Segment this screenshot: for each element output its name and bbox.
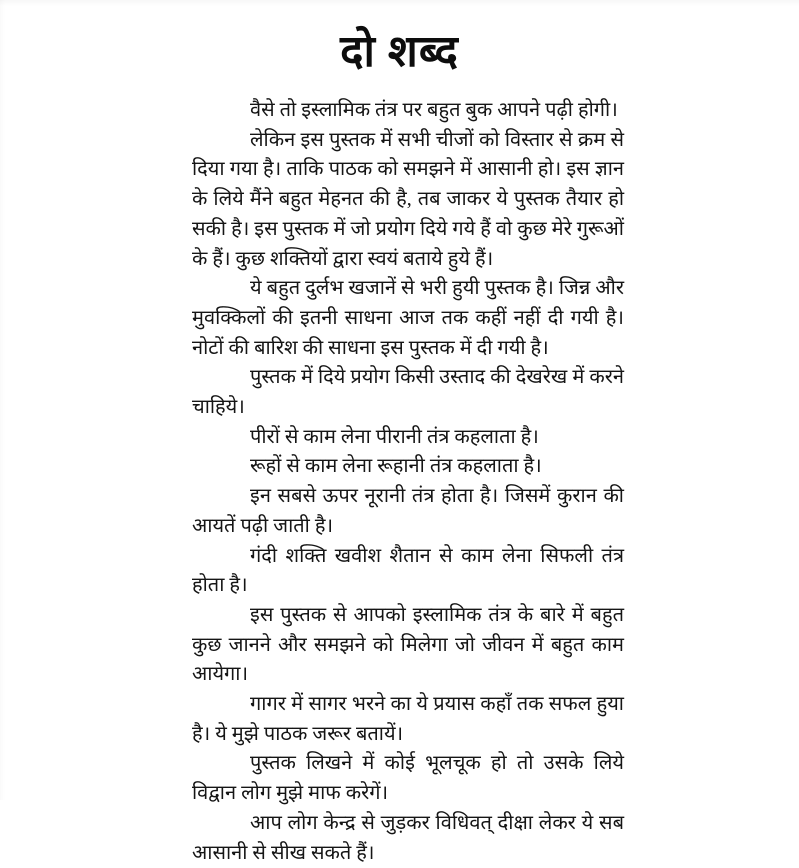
paragraph: वैसे तो इस्लामिक तंत्र पर बहुत बुक आपने पढ़ी होगी। <box>250 99 618 121</box>
paragraph: गंदी शक्ति खवीश शैतान से काम लेना सिफली तंत्र होता है। <box>192 544 624 597</box>
paragraph: इन सबसे ऊपर नूरानी तंत्र होता है। जिसमें कुरान की आयतें पढ़ी जाती है। <box>192 485 624 537</box>
paragraph: पुस्तक लिखने में कोई भूलचूक हो तो उसके लिये विद्वान लोग मुझे माफ करेगें। <box>192 752 624 805</box>
paragraph: रूहों से काम लेना रूहानी तंत्र कहलाता है। <box>250 455 542 478</box>
paragraph: गागर में सागर भरने का ये प्रयास कहाँ तक सफल हुया है। ये मुझे पाठक जरूर बतायें। <box>192 693 624 745</box>
page-title: दो शब्द <box>340 27 459 76</box>
paragraph: आप लोग केन्द्र से जुड़कर विधिवत् दीक्षा लेकर ये सब आसानी से सीख सकते हैं। <box>192 811 624 864</box>
paragraph: पुस्तक में दिये प्रयोग किसी उस्ताद की देखरेख में करने चाहिये। <box>192 366 624 419</box>
foreword-text <box>192 96 624 868</box>
paragraph: पीरों से काम लेना पीरानी तंत्र कहलाता है। <box>250 425 539 448</box>
paragraph: ये बहुत दुर्लभ खजानें से भरी हुयी पुस्तक है। जिन्न और मुवक्किलों की इतनी साधना आज तक कहीं नहीं दी गयी है। नोटों की बारिश की साधना इस पुस्तक में दी गयी है। <box>192 277 624 359</box>
paragraph: इस पुस्तक से आपको इस्लामिक तंत्र के बारे में बहुत कुछ जानने और समझने को मिलेगा जो जीवन में बहुत काम आयेगा। <box>192 603 624 686</box>
paragraph: लेकिन इस पुस्तक में सभी चीजों को विस्तार से क्रम से दिया गया है। ताकि पाठक को समझने में आसानी हो। इस ज्ञान के लिये मैंने बहुत मेहनत की है, तब जाकर ये पुस्तक तैयार हो सकी है। इस पुस्तक में जो प्रयोग दिये गये हैं वो कुछ मेरे गुरूओं के हैं। कुछ शक्तियों द्वारा स्वयं बताये हुये हैं। <box>192 128 624 270</box>
